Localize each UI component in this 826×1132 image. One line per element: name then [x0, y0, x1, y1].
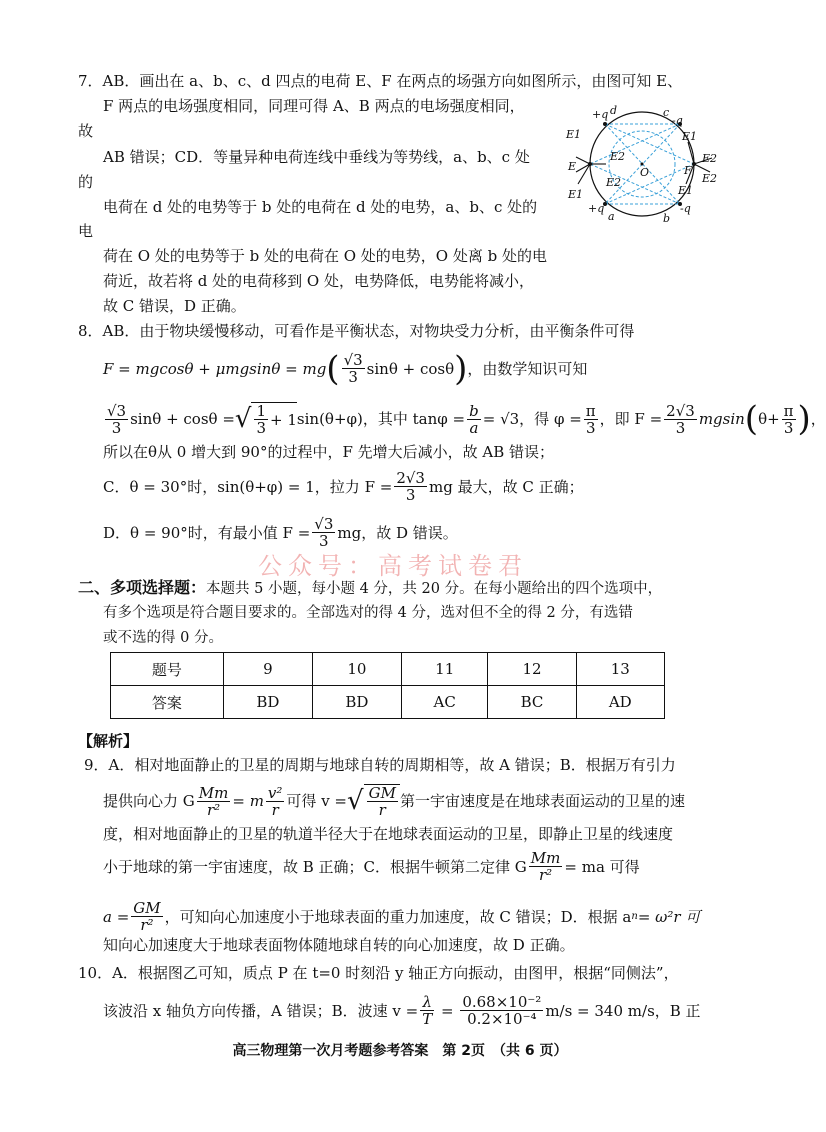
q8-line-5: [103, 470, 584, 503]
q8-line-6: [103, 516, 458, 549]
table-cell: 11: [401, 653, 488, 686]
fraction: $\frac{2√3}{3}$: [666, 401, 695, 437]
q7-line-4: AB 错误；CD．等量异种电荷连线中垂线为等势线，a、b、c 处: [103, 148, 530, 166]
fig-label: E1: [678, 184, 694, 197]
section2-title: 二、多项选择题：: [78, 578, 207, 597]
formula-text: = m: [232, 792, 264, 810]
fig-label: a: [608, 210, 615, 223]
q9-line-6: 知向心加速度大于地球表面物体随地球自转的向心加速度，故 D 正确。: [103, 936, 575, 954]
table-cell: 9: [223, 653, 312, 686]
q9-line-5: [103, 900, 700, 933]
radicand: $\frac{GM}{r}$: [364, 784, 400, 818]
table-cell: BD: [312, 686, 401, 719]
fraction: $\frac{GM}{\text{r²}}$: [133, 899, 161, 934]
formula-text: 可得 v =: [286, 792, 348, 810]
table-cell: 答案: [111, 686, 224, 719]
formula-text: = ω²r 可: [637, 907, 701, 926]
fraction: $\frac{√3}{3}$: [343, 351, 363, 386]
q7-line-1: 7．AB．画出在 a、b、c、d 四点的电荷 E、F 在两点的场强方向如图所示，由图可知 E、: [78, 72, 683, 90]
formula-text: = √3，得 φ =: [482, 410, 582, 428]
fraction: $\frac{Mm}{\text{r²}}$: [530, 849, 561, 884]
fig-label: E1: [566, 128, 582, 141]
formula-text: ，由数学知识可知: [467, 359, 588, 378]
formula-subscript: n: [631, 910, 638, 922]
fig-label: E2: [610, 150, 626, 163]
section2-note-2: 有多个选项是符合题目要求的。全部选对的得 4 分，选对但不全的得 2 分，有选错: [103, 605, 633, 621]
fig-label: E1: [568, 188, 584, 201]
formula-text: sinθ + cosθ =: [130, 410, 235, 428]
q10-line-1: 10．A．根据图乙可知，质点 P 在 t=0 时刻沿 y 轴正方向振动，由图甲，根据“同侧法”，: [78, 964, 679, 982]
formula-text: ，可知向心加速度小于地球表面的重力加速度，故 C 错误；D．根据 a: [164, 907, 632, 926]
table-row: [111, 686, 665, 719]
table-cell: AD: [576, 686, 664, 719]
formula-text: θ+: [758, 410, 780, 428]
formula-text: mg，故 D 错误。: [337, 523, 458, 542]
table-cell: AC: [401, 686, 488, 719]
paren-left: (: [744, 399, 759, 439]
fig-label: E2: [702, 172, 718, 185]
formula-text: sin(θ+φ)，其中 tanφ =: [296, 410, 466, 428]
table-cell: BC: [488, 686, 576, 719]
q7-line-3: 故: [78, 122, 94, 140]
q8-formula-2: [103, 399, 826, 439]
fraction: $\frac{\pi}{3}$: [585, 401, 596, 437]
q10-line-2: [103, 994, 701, 1027]
formula-text: 第一宇宙速度是在地球表面运动的卫星的速: [399, 792, 685, 810]
fig-label: -q: [680, 202, 691, 215]
fig-label: c: [663, 106, 670, 119]
table-cell: 题号: [111, 653, 224, 686]
fig-label: +q: [588, 202, 605, 215]
page-footer: 高三物理第一次月考题参考答案 第 2页 （共 6 页）: [232, 1043, 568, 1059]
fig-label: F: [684, 164, 692, 177]
fig-label: E: [568, 160, 577, 173]
fig-label: -q: [672, 114, 683, 127]
q7-line-10: 故 C 错误，D 正确。: [103, 297, 246, 315]
q9-line-4: [103, 850, 640, 883]
formula-text: sinθ + cosθ: [366, 359, 455, 378]
answer-table: [110, 652, 665, 719]
paren-right: ): [454, 348, 468, 389]
fig-label: E2: [702, 152, 718, 165]
q7-line-5: 的: [78, 173, 94, 191]
formula-text: ，: [810, 410, 826, 428]
formula-text: a =: [103, 907, 130, 926]
charge-circle-figure: [560, 102, 720, 227]
fig-label: d: [610, 104, 618, 117]
formula-text: mgsin: [698, 410, 745, 428]
formula-text: 提供向心力 G: [103, 792, 195, 810]
q7-line-9: 荷近，故若将 d 处的电荷移到 O 处，电势降低，电势能将减小，: [103, 272, 534, 290]
section2-note-3: 或不选的得 0 分。: [103, 630, 223, 646]
formula-text: ，即 F =: [599, 410, 663, 428]
formula-text: F = mgcosθ + μmgsinθ = mg: [103, 359, 327, 378]
table-cell: 10: [312, 653, 401, 686]
q9-line-1: 9．A．相对地面静止的卫星的周期与地球自转的周期相等，故 A 错误；B．根据万有引力: [84, 756, 676, 774]
formula-text: mg 最大，故 C 正确；: [428, 477, 584, 496]
radical-sign: √: [234, 404, 252, 434]
q7-line-6: 电荷在 d 处的电势等于 b 处的电荷在 d 处的电势，a、b、c 处的: [103, 198, 538, 216]
q7-line-2: F 两点的电场强度相同，同理可得 A、B 两点的电场强度相同，: [103, 97, 525, 115]
table-cell: BD: [223, 686, 312, 719]
q8-formula-1: [103, 348, 588, 389]
formula-text: C．θ = 30°时，sin(θ+φ) = 1，拉力 F =: [103, 477, 393, 496]
formula-text: = ma 可得: [564, 857, 640, 876]
paren-right: ): [797, 399, 811, 439]
table-header-row: [111, 653, 665, 686]
fig-label: O: [640, 166, 650, 179]
fig-label: +q: [592, 108, 609, 121]
section2-heading: [78, 577, 662, 600]
fig-label: E2: [606, 176, 622, 189]
watermark: 公众号：高考试卷君: [258, 552, 528, 580]
fraction: $\frac{b}{a}$: [469, 401, 479, 437]
q8-line-4: 所以在θ从 0 增大到 90°的过程中，F 先增大后减小，故 AB 错误；: [103, 443, 555, 461]
fraction: $\frac{\lambda}{T}$: [422, 993, 433, 1028]
fraction: $\frac{2√3}{3}$: [396, 469, 425, 504]
table-cell: 13: [576, 653, 664, 686]
q8-line-1: 8．AB．由于物块缓慢移动，可看作是平衡状态，对物块受力分析，由平衡条件可得: [78, 322, 635, 340]
fraction: $\frac{√3}{3}$: [314, 515, 334, 550]
fraction: $\frac{√3}{3}$: [107, 401, 127, 437]
fraction: $\frac{\text{v²}}{r}$: [267, 783, 283, 819]
paren-left: (: [326, 348, 340, 389]
q7-line-7: 电: [78, 222, 94, 240]
fraction: $\frac{Mm}{\text{r²}}$: [198, 783, 229, 819]
fraction: $\frac{\pi}{3}$: [783, 401, 794, 437]
formula-text: 该波沿 x 轴负方向传播，A 错误；B．波速 v =: [103, 1001, 419, 1020]
formula-text: D．θ = 90°时，有最小值 F =: [103, 523, 311, 542]
formula-text: m/s = 340 m/s，B 正: [545, 1001, 701, 1020]
equals-sign: =: [436, 1001, 459, 1020]
table-cell: 12: [488, 653, 576, 686]
radicand: $\frac{1}{3}$ + 1: [251, 402, 296, 436]
fraction: $\frac{\text{0.68×10⁻²}}{\text{0.2×10⁻⁴}}$: [462, 993, 542, 1028]
q7-line-8: 荷在 O 处的电势等于 b 处的电荷在 O 处的电势，O 处离 b 处的电: [103, 247, 548, 265]
q9-line-3: 度，相对地面静止的卫星的轨道半径大于在地球表面运动的卫星，即静止卫星的线速度: [103, 825, 674, 843]
q9-line-2: [103, 784, 685, 818]
section2-note: 本题共 5 小题，每小题 4 分，共 20 分。在每小题给出的四个选项中，: [206, 581, 663, 597]
formula-text: 小于地球的第一宇宙速度，故 B 正确；C．根据牛顿第二定律 G: [103, 857, 527, 876]
jiexi-heading: 【解析】: [78, 732, 139, 750]
radical-sign: √: [347, 786, 364, 816]
fig-label: b: [663, 212, 671, 225]
fig-label: E1: [682, 130, 698, 143]
